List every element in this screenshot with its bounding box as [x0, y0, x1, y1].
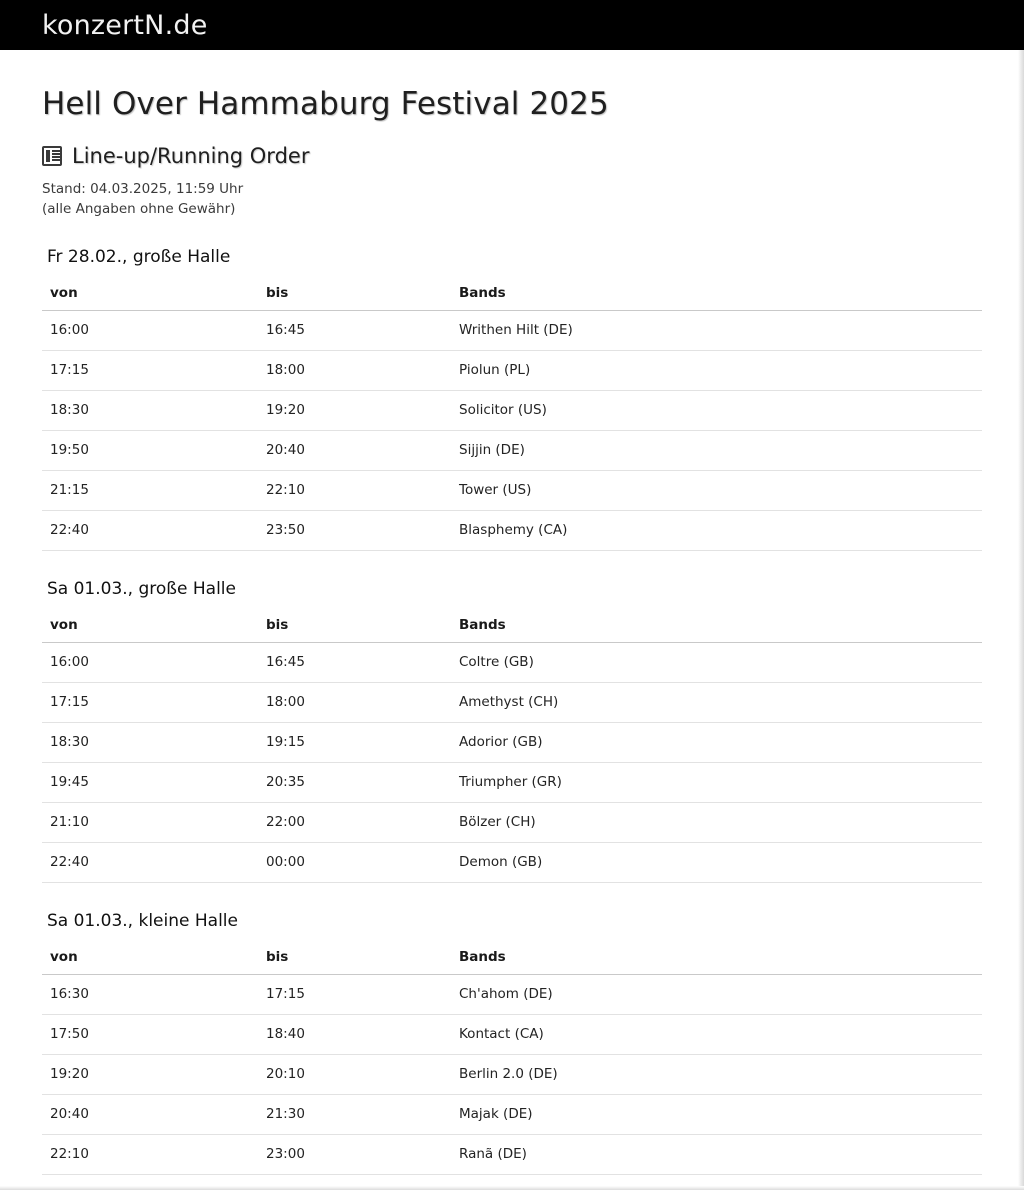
schedule-sections — [42, 247, 982, 1175]
table-header-row — [42, 611, 982, 643]
section-heading: Sa 01.03., kleine Halle — [47, 911, 238, 932]
table-row — [42, 471, 982, 511]
cell-von: 18:30 — [42, 723, 258, 763]
table-row — [42, 1015, 982, 1055]
cell-bis: 19:20 — [258, 391, 451, 431]
column-header-bis: bis — [258, 943, 451, 975]
cell-band: Amethyst (CH) — [451, 683, 982, 723]
cell-band: Blasphemy (CA) — [451, 511, 982, 551]
cell-von: 18:30 — [42, 391, 258, 431]
schedule-table — [42, 279, 982, 551]
page-title: Hell Over Hammaburg Festival 2025 — [42, 86, 609, 122]
cell-bis: 18:00 — [258, 683, 451, 723]
cell-von: 17:15 — [42, 683, 258, 723]
cell-band: Writhen Hilt (DE) — [451, 311, 982, 351]
table-row — [42, 723, 982, 763]
cell-band: Ch'ahom (DE) — [451, 975, 982, 1015]
table-row — [42, 803, 982, 843]
cell-band: Piolun (PL) — [451, 351, 982, 391]
cell-bis: 00:00 — [258, 843, 451, 883]
cell-bis: 20:10 — [258, 1055, 451, 1095]
cell-von: 19:45 — [42, 763, 258, 803]
table-row — [42, 391, 982, 431]
cell-von: 22:40 — [42, 843, 258, 883]
cell-band: Bölzer (CH) — [451, 803, 982, 843]
cell-bis: 20:35 — [258, 763, 451, 803]
cell-band: Majak (DE) — [451, 1095, 982, 1135]
cell-bis: 22:00 — [258, 803, 451, 843]
cell-band: Adorior (GB) — [451, 723, 982, 763]
table-header-row — [42, 279, 982, 311]
cell-bis: 18:00 — [258, 351, 451, 391]
table-row — [42, 311, 982, 351]
cell-band: Coltre (GB) — [451, 643, 982, 683]
cell-bis: 21:30 — [258, 1095, 451, 1135]
table-row — [42, 975, 982, 1015]
cell-bis: 23:50 — [258, 511, 451, 551]
table-row — [42, 643, 982, 683]
table-row — [42, 1055, 982, 1095]
cell-von: 17:50 — [42, 1015, 258, 1055]
table-row — [42, 1135, 982, 1175]
column-header-bis: bis — [258, 279, 451, 311]
cell-band: Triumpher (GR) — [451, 763, 982, 803]
cell-von: 22:40 — [42, 511, 258, 551]
column-header-bis: bis — [258, 611, 451, 643]
lineup-heading: Line-up/Running Order — [72, 144, 310, 168]
table-row — [42, 763, 982, 803]
cell-band: Ranã (DE) — [451, 1135, 982, 1175]
table-row — [42, 351, 982, 391]
cell-band: Tower (US) — [451, 471, 982, 511]
cell-bis: 16:45 — [258, 311, 451, 351]
schedule-section — [42, 247, 982, 551]
table-row — [42, 683, 982, 723]
cell-von: 19:50 — [42, 431, 258, 471]
column-header-von: von — [42, 279, 258, 311]
page-content — [0, 86, 1024, 1175]
cell-band: Sijjin (DE) — [451, 431, 982, 471]
disclaimer-line: (alle Angaben ohne Gewähr) — [42, 200, 236, 217]
section-heading: Fr 28.02., große Halle — [47, 247, 231, 268]
stand-line: Stand: 04.03.2025, 11:59 Uhr — [42, 181, 244, 197]
section-heading: Sa 01.03., große Halle — [47, 579, 236, 600]
cell-bis: 16:45 — [258, 643, 451, 683]
cell-von: 19:20 — [42, 1055, 258, 1095]
table-row — [42, 511, 982, 551]
table-row — [42, 431, 982, 471]
cell-band: Kontact (CA) — [451, 1015, 982, 1055]
column-header-bands: Bands — [451, 279, 982, 311]
cell-band: Berlin 2.0 (DE) — [451, 1055, 982, 1095]
cell-von: 21:15 — [42, 471, 258, 511]
cell-von: 22:10 — [42, 1135, 258, 1175]
cell-bis: 20:40 — [258, 431, 451, 471]
document-meta — [42, 180, 982, 219]
section-subtitle — [42, 144, 982, 168]
site-brand[interactable]: konzertN.de — [42, 9, 208, 41]
cell-von: 20:40 — [42, 1095, 258, 1135]
cell-von: 16:30 — [42, 975, 258, 1015]
column-header-bands: Bands — [451, 611, 982, 643]
cell-von: 17:15 — [42, 351, 258, 391]
cell-von: 16:00 — [42, 643, 258, 683]
site-header — [0, 0, 1024, 50]
column-header-von: von — [42, 611, 258, 643]
cell-bis: 22:10 — [258, 471, 451, 511]
column-header-von: von — [42, 943, 258, 975]
table-row — [42, 1095, 982, 1135]
column-header-bands: Bands — [451, 943, 982, 975]
list-document-icon — [42, 146, 62, 166]
cell-bis: 18:40 — [258, 1015, 451, 1055]
table-row — [42, 843, 982, 883]
cell-bis: 23:00 — [258, 1135, 451, 1175]
cell-bis: 19:15 — [258, 723, 451, 763]
cell-bis: 17:15 — [258, 975, 451, 1015]
cell-von: 16:00 — [42, 311, 258, 351]
schedule-table — [42, 943, 982, 1175]
cell-band: Demon (GB) — [451, 843, 982, 883]
schedule-section — [42, 911, 982, 1175]
cell-band: Solicitor (US) — [451, 391, 982, 431]
page-edge-bottom — [0, 1186, 1024, 1190]
schedule-table — [42, 611, 982, 883]
table-header-row — [42, 943, 982, 975]
schedule-section — [42, 579, 982, 883]
cell-von: 21:10 — [42, 803, 258, 843]
